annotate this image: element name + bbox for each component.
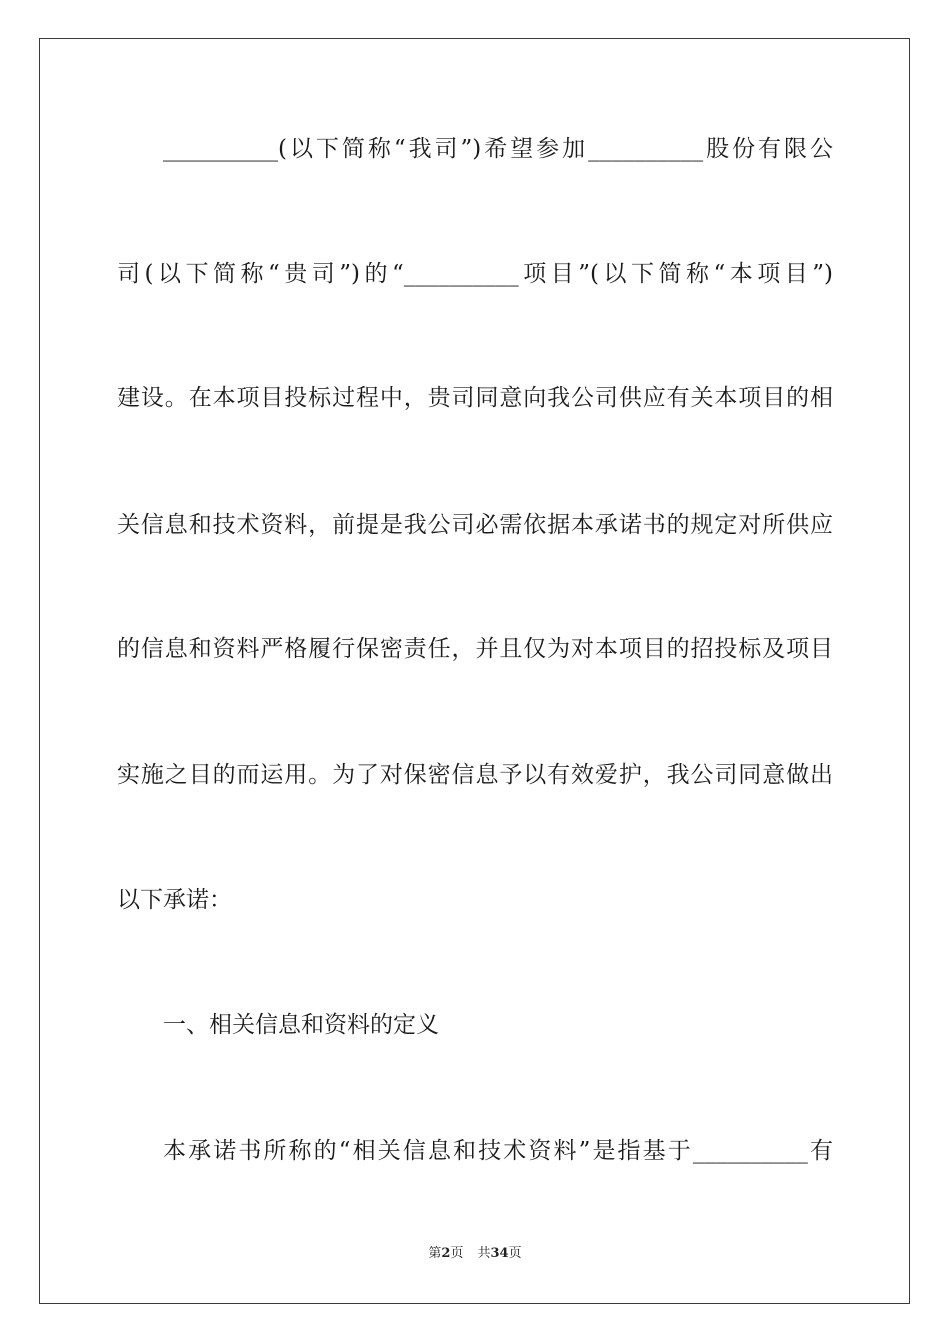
paragraph-line-3: 建设。在本项目投标过程中，贵司同意向我公司供应有关本项目的相 [117,385,833,411]
paragraph-line-4: 关信息和技术资料，前提是我公司必需依据本承诺书的规定对所供应 [117,512,833,538]
page-border [39,38,910,1304]
footer-total-suffix: 页 [508,1246,522,1261]
paragraph-line-5: 的信息和资料严格履行保密责任，并且仅为对本项目的招投标及项目 [117,636,833,662]
footer-total-number: 34 [490,1246,509,1261]
paragraph-line-7: 以下承诺： [117,887,232,913]
footer-page-number: 2 [441,1246,451,1261]
paragraph-line-6: 实施之目的而运用。为了对保密信息予以有效爱护，我公司同意做出 [117,762,833,788]
footer-page-suffix: 页 [450,1246,464,1261]
paragraph-line-9: 本承诺书所称的“相关信息和技术资料”是指基于__________有 [163,1138,833,1164]
footer-page-prefix: 第 [428,1246,442,1261]
paragraph-line-1: __________(以下简称“我司”)希望参加__________股份有限公 [163,136,833,162]
page-footer [0,1244,950,1264]
section-heading: 一、相关信息和资料的定义 [163,1012,439,1038]
footer-total-prefix: 共 [477,1246,491,1261]
paragraph-line-2: 司(以下简称“贵司”)的“__________项目”(以下简称“本项目”) [117,261,833,287]
